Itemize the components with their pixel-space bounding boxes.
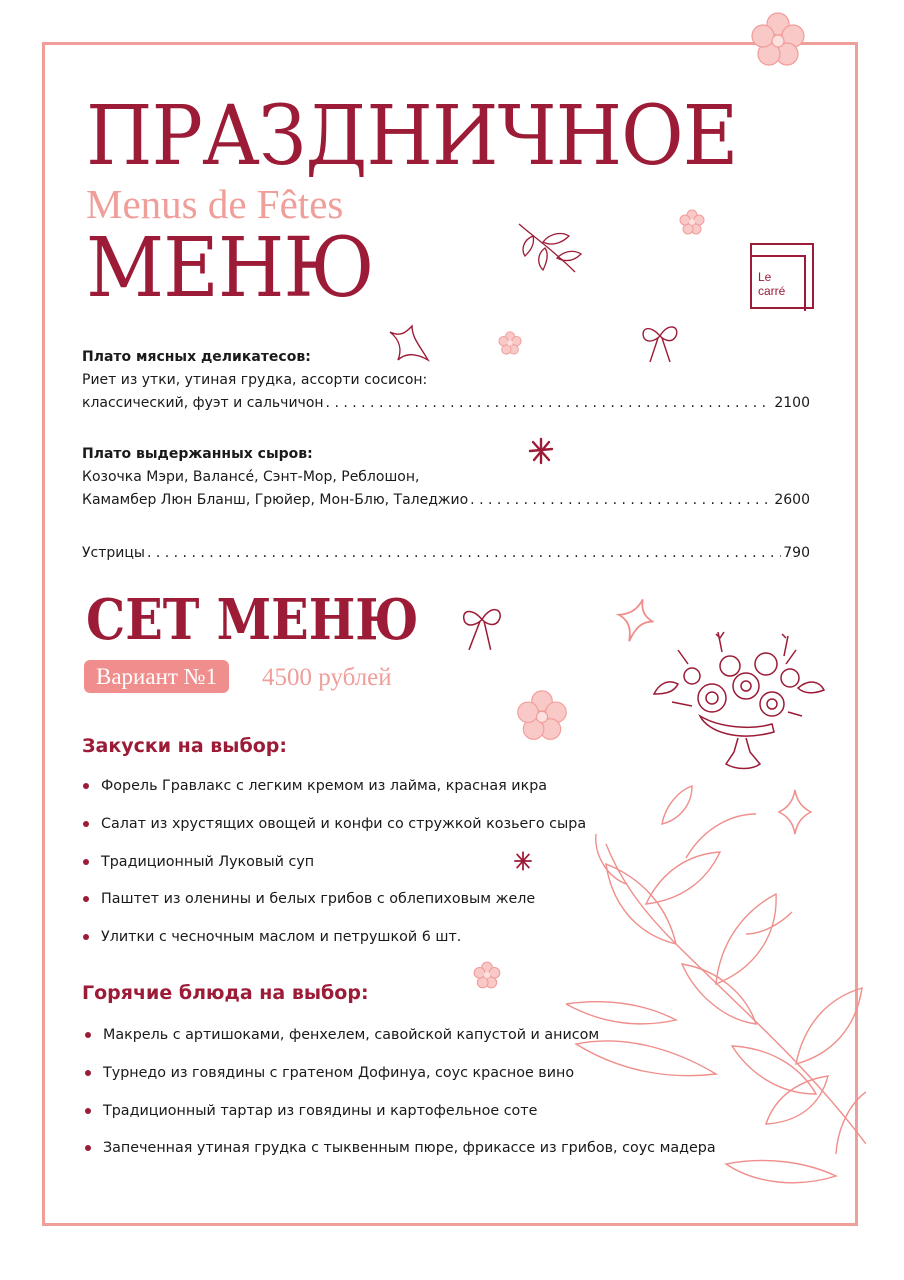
dot-leader xyxy=(147,542,781,565)
menu-item-heading: Плато выдержанных сыров: xyxy=(82,446,313,462)
menu-item-description: классический, фуэт и сальчичон xyxy=(82,395,324,411)
menu-item-price-row xyxy=(82,542,810,565)
page-title-line1: ПРАЗДНИЧНОЕ xyxy=(86,89,738,184)
logo-text-line1: Le xyxy=(758,270,772,284)
menu-item-description: Козочка Мэри, Валансé, Сэнт-Мор, Реблошон, xyxy=(82,469,420,485)
flower-icon xyxy=(514,688,570,744)
list-item: Макрель с артишоками, фенхелем, савойской капустой и анисом xyxy=(84,1025,716,1063)
le-carre-logo xyxy=(750,243,814,309)
dot-leader xyxy=(470,489,772,512)
small-flower-icon xyxy=(678,208,706,236)
bouquet-icon xyxy=(648,620,826,776)
page-title-line2: МЕНЮ xyxy=(86,221,374,316)
bow-icon xyxy=(458,600,506,652)
mains-heading: Горячие блюда на выбор: xyxy=(82,982,369,1004)
starters-list xyxy=(82,776,586,965)
menu-item-price: 2100 xyxy=(774,395,810,411)
page-subtitle: Menus de Fêtes xyxy=(86,181,344,227)
list-item: Традиционный Луковый суп xyxy=(82,852,586,890)
menu-item-price: 2600 xyxy=(774,492,810,508)
menu-item-price: 790 xyxy=(783,545,810,561)
starters-heading: Закуски на выбор: xyxy=(82,735,287,757)
menu-item-description: Камамбер Люн Бланш, Грюйер, Мон-Блю, Таледжио xyxy=(82,492,469,508)
variant-badge: Вариант №1 xyxy=(84,660,229,693)
dot-leader xyxy=(326,392,773,415)
set-menu-title: СЕТ МЕНЮ xyxy=(86,587,419,653)
list-item: Традиционный тартар из говядины и картофельное соте xyxy=(84,1101,716,1139)
logo-text-line2: carré xyxy=(758,284,786,298)
list-item: Паштет из оленины и белых грибов с облепиховым желе xyxy=(82,889,586,927)
menu-item-heading: Плато мясных деликатесов: xyxy=(82,349,311,365)
list-item: Форель Гравлакс с легким кремом из лайма, красная икра xyxy=(82,776,586,814)
list-item: Улитки с чесночным маслом и петрушкой 6 шт. xyxy=(82,927,586,965)
menu-item-description: Риет из утки, утиная грудка, ассорти сосисон: xyxy=(82,372,428,388)
menu-item-price-row xyxy=(82,489,810,512)
list-item: Салат из хрустящих овощей и конфи со стружкой козьего сыра xyxy=(82,814,586,852)
menu-item-cheese xyxy=(82,443,810,512)
menu-item-price-row xyxy=(82,392,810,415)
set-menu-price: 4500 рублей xyxy=(262,664,392,691)
list-item: Запеченная утиная грудка с тыквенным пюре, фрикассе из грибов, соус мадера xyxy=(84,1138,716,1176)
sprig-icon xyxy=(515,220,585,280)
menu-item-oysters xyxy=(82,542,810,565)
flower-corner-icon xyxy=(748,10,808,70)
menu-item-meat xyxy=(82,346,810,415)
mains-list xyxy=(84,1025,716,1176)
list-item: Турнедо из говядины с гратеном Дофинуа, соус красное вино xyxy=(84,1063,716,1101)
menu-item-name: Устрицы xyxy=(82,545,145,561)
